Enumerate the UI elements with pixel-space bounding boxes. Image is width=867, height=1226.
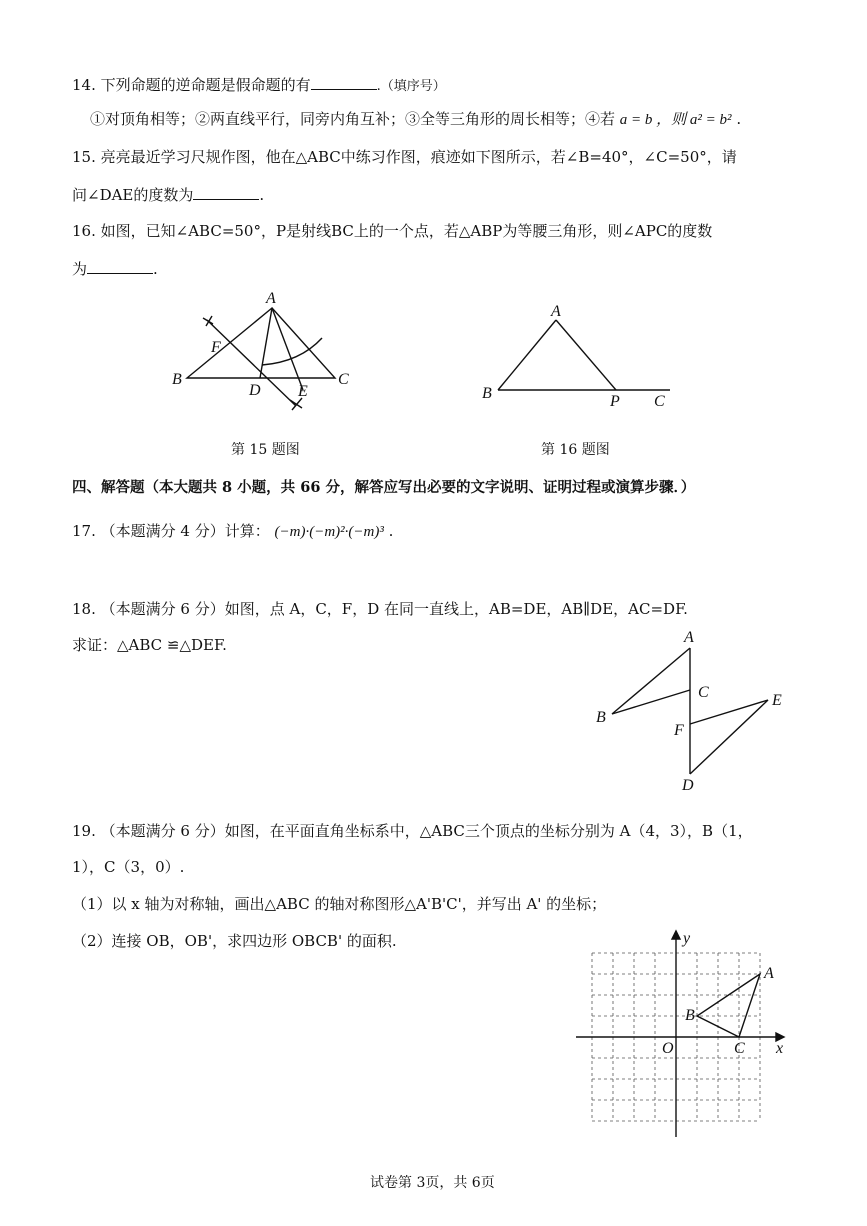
q14-number: 14. — [72, 76, 96, 94]
fig19-label-y: y — [683, 930, 691, 947]
q15-line1 — [72, 146, 737, 167]
q17-end: . — [388, 522, 394, 540]
fig18-label-c: C — [698, 684, 709, 701]
q18-number: 18. — [72, 600, 96, 618]
q18-line2: 求证：△ABC ≌△DEF. — [72, 636, 227, 654]
q15-end: . — [259, 186, 265, 204]
fig15-caption: 第 15 题图 — [231, 442, 300, 458]
fig16-segment-ap — [556, 320, 616, 390]
fig16-label-b: B — [482, 385, 492, 402]
fig19-triangle-abc — [697, 974, 760, 1037]
fig19-label-a: A — [764, 965, 774, 982]
q16-line2 — [72, 258, 158, 279]
fig19-label-o: O — [662, 1040, 674, 1057]
fig15-label-d: D — [249, 382, 261, 399]
q19-part2: （2）连接 OB，OB'，求四边形 OBCB' 的面积. — [72, 932, 397, 950]
fig18-label-a: A — [684, 629, 694, 646]
q14-text: 下列命题的逆命题是假命题的有 — [100, 76, 311, 94]
q17-line — [72, 520, 393, 541]
fig18-label-f: F — [674, 722, 684, 739]
q14-line1 — [72, 74, 446, 95]
fig18-label-b: B — [596, 709, 606, 726]
fig19-coordinate-grid — [572, 925, 792, 1140]
q16-text1: 如图，已知∠ABC=50°，P是射线BC上的一个点，若△ABP为等腰三角形，则∠APC的度数 — [100, 222, 713, 240]
fig15-label-a: A — [266, 290, 276, 307]
fig18-segment-fe — [690, 700, 768, 724]
fig18-segment-bc — [612, 690, 690, 714]
fig15-arc-bottom — [290, 398, 302, 410]
fig19-label-b: B — [685, 1007, 695, 1024]
fig16-segment-ab — [498, 320, 556, 390]
fig16-label-c: C — [654, 393, 665, 410]
q14-answer-blank[interactable] — [311, 75, 377, 90]
fig15-label-c: C — [338, 371, 349, 388]
q15-answer-blank[interactable] — [193, 185, 259, 200]
q16-line1 — [72, 220, 712, 241]
q16-text2: 为 — [72, 260, 88, 278]
fig15-triangle-abc — [187, 308, 335, 378]
q14-items: ①对顶角相等；②两直线平行，同旁内角互补；③全等三角形的周长相等；④若 — [90, 110, 616, 128]
q16-end: . — [153, 260, 158, 278]
q16-answer-blank[interactable] — [87, 259, 153, 274]
fig16-caption: 第 16 题图 — [541, 442, 610, 458]
q19-number: 19. — [72, 822, 96, 840]
q17-number: 17. — [72, 522, 96, 540]
q18-text1: （本题满分 6 分）如图，点 A，C，F，D 在同一直线上，AB=DE，AB∥DE，AC=DF. — [100, 600, 688, 618]
fig19-y-arrow — [672, 931, 680, 939]
q19-part1: （1）以 x 轴为对称轴，画出△ABC 的轴对称图形△A'B'C'，并写出 A' 的坐标； — [72, 895, 607, 913]
q19-line2: 1），C（3，0）. — [72, 858, 185, 876]
fig15-segment-ad — [260, 308, 272, 378]
q18-line1 — [72, 598, 688, 619]
q17-expr: (−m)·(−m)²·(−m)³ — [274, 524, 384, 540]
q19-line1 — [72, 820, 753, 841]
fig15-label-f: F — [211, 339, 221, 356]
q15-number: 15. — [72, 148, 96, 166]
fig18-label-d: D — [682, 777, 694, 794]
fig15-label-b: B — [172, 371, 182, 388]
fig18-label-e: E — [772, 692, 782, 709]
fig18-segment-ab — [612, 648, 690, 714]
fig15-arc — [262, 338, 322, 365]
q15-text1: 亮亮最近学习尺规作图，他在△ABC中练习作图，痕迹如下图所示，若∠B=40°，∠C=50°，请 — [100, 148, 737, 166]
q15-line2 — [72, 184, 264, 205]
fig15-label-e: E — [298, 383, 308, 400]
fig15-arc-top — [203, 316, 213, 326]
q14-items-end: . — [736, 110, 742, 128]
q15-text2: 问∠DAE的度数为 — [72, 186, 194, 204]
q14-suffix: .（填序号） — [376, 79, 446, 94]
q14-line2 — [90, 108, 741, 129]
q14-items-math: a = b ，则 a² = b² — [619, 112, 732, 128]
fig16-label-p: P — [610, 393, 620, 410]
page-footer: 试卷第 3页，共 6页 — [370, 1175, 495, 1191]
q17-score: （本题满分 4 分）计算： — [100, 522, 270, 540]
q16-number: 16. — [72, 222, 96, 240]
section4-heading: 四、解答题（本大题共 8 小题，共 66 分，解答应写出必要的文字说明、证明过程或演算步骤．） — [72, 479, 696, 496]
q19-text1: （本题满分 6 分）如图，在平面直角坐标系中，△ABC三个顶点的坐标分别为 A（4，3），B（1， — [100, 822, 753, 840]
fig15-perp-bisector — [207, 320, 296, 406]
fig15-segment-ae — [272, 308, 303, 390]
fig19-label-x: x — [776, 1040, 784, 1057]
fig16-label-a: A — [551, 303, 561, 320]
fig18-segment-ed — [690, 700, 768, 774]
fig19-label-c: C — [734, 1040, 745, 1057]
